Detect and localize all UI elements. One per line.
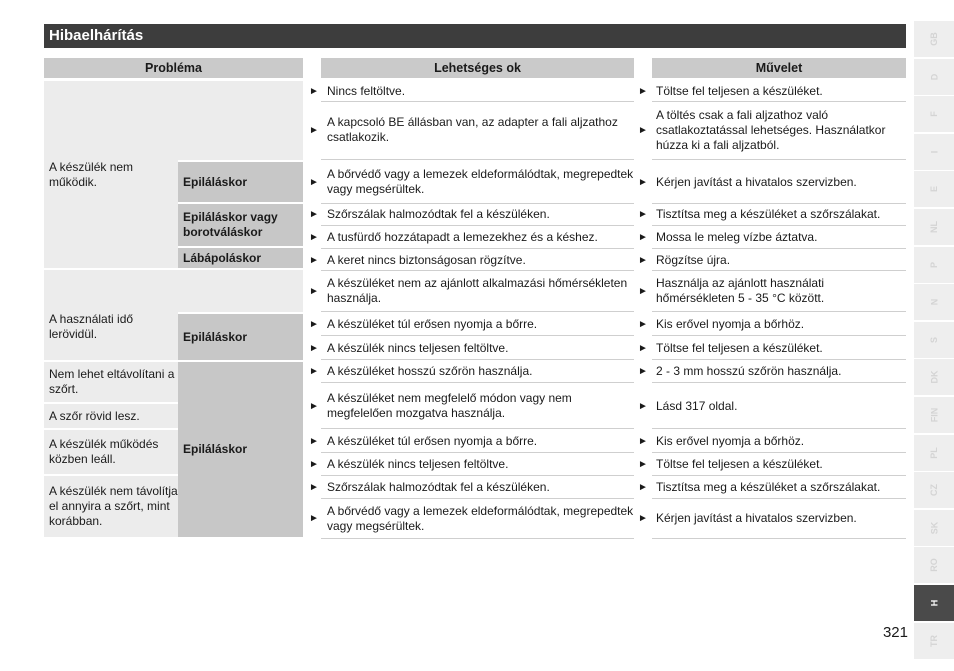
problem-cannot-remove-hair: Nem lehet eltávolítani a szőrt.	[44, 362, 178, 402]
language-tab-label: SK	[928, 521, 939, 535]
cause-text: A tusfürdő hozzátapadt a lemezekhez és a késhez.	[327, 230, 598, 244]
bullet-arrow-icon: ►	[309, 435, 319, 447]
action-text: Lásd 317 oldal.	[656, 398, 738, 413]
bullet-arrow-icon: ►	[638, 481, 648, 493]
problem-short-runtime: A használati idő lerövidül.	[44, 294, 178, 360]
language-tab-fin[interactable]	[914, 397, 954, 433]
bullet-arrow-icon: ►	[638, 458, 648, 470]
bullet-arrow-icon: ►	[638, 232, 648, 243]
problem-hair-short: A szőr rövid lesz.	[44, 404, 178, 428]
cause-text: A készüléket nem megfelelő módon vagy nem megfelelően mozgatva használja.	[327, 391, 572, 420]
cause-text: A kapcsoló BE állásban van, az adapter a fali aljzathoz csatlakozik.	[327, 115, 618, 144]
language-tab-s[interactable]	[914, 322, 954, 358]
bullet-arrow-icon: ►	[309, 124, 319, 136]
language-tab-label: FIN	[929, 407, 939, 423]
page-title: Hibaelhárítás	[44, 24, 906, 48]
cause-text: A bőrvédő vagy a lemezek eldeformálódtak, megrepedtek vagy megsérültek.	[327, 503, 634, 533]
cause-text: A készüléket nem az ajánlott alkalmazási hőmérsékleten használja.	[327, 276, 628, 305]
action-text: Tisztítsa meg a készüléket a szőrszálakat.	[656, 207, 881, 221]
language-tab-nl[interactable]	[914, 209, 954, 245]
cause-cell	[305, 453, 634, 475]
action-cell	[634, 337, 906, 359]
language-tab-pl[interactable]	[914, 435, 954, 471]
bullet-arrow-icon: ►	[309, 209, 319, 220]
problem-spacer	[178, 81, 303, 160]
language-tab-i[interactable]	[914, 134, 954, 170]
action-text: A töltés csak a fali aljzathoz való csatlakoztatással lehetséges. Használatkor húzza ki a fali aljzatból.	[656, 107, 886, 152]
language-tab-label: F	[929, 111, 939, 117]
action-text: Kis erővel nyomja a bőrhöz.	[656, 433, 805, 448]
cause-text: Szőrszálak halmozódtak fel a készüléken.	[327, 479, 550, 494]
language-tab-label: N	[929, 298, 939, 306]
row-divider	[321, 428, 634, 429]
header-action: Művelet	[652, 58, 906, 78]
cause-cell	[305, 161, 634, 203]
language-tab-ro[interactable]	[914, 547, 954, 583]
bullet-arrow-icon: ►	[309, 400, 319, 412]
bullet-arrow-icon: ►	[309, 365, 319, 377]
language-tab-label: CZ	[929, 484, 939, 497]
bullet-arrow-icon: ►	[638, 209, 648, 220]
row-divider	[652, 382, 906, 383]
page-number: 321	[882, 624, 908, 641]
cause-cell	[305, 499, 634, 538]
language-tab-tr[interactable]	[914, 623, 954, 659]
language-tab-d[interactable]	[914, 59, 954, 95]
bullet-arrow-icon: ►	[638, 513, 648, 524]
row-divider	[652, 248, 906, 249]
cause-cell	[305, 227, 634, 248]
mode-epilation-1: Epiláláskor	[178, 162, 303, 202]
language-tab-cz[interactable]	[914, 472, 954, 508]
action-cell	[634, 453, 906, 475]
action-cell	[634, 476, 906, 498]
cause-text: Szőrszálak halmozódtak fel a készüléken.	[327, 207, 550, 221]
bullet-arrow-icon: ►	[638, 318, 648, 330]
row-divider	[652, 428, 906, 429]
cause-cell	[305, 337, 634, 359]
bullet-arrow-icon: ►	[638, 342, 648, 354]
row-divider	[321, 382, 634, 383]
mode-epilation-or-shaving: Epiláláskor vagy borotváláskor	[178, 204, 303, 246]
language-tab-label: S	[928, 336, 939, 343]
action-cell	[634, 360, 906, 382]
row-divider	[652, 538, 906, 539]
language-tab-label: D	[929, 73, 939, 80]
bullet-arrow-icon: ►	[638, 400, 648, 412]
action-text: Használja az ajánlott használati hőmérsékleten 5 - 35 °C között.	[656, 276, 825, 305]
action-cell	[634, 250, 906, 270]
language-tab-label: P	[928, 261, 939, 268]
action-text: Töltse fel teljesen a készüléket.	[656, 456, 823, 471]
cause-cell	[305, 313, 634, 335]
bullet-arrow-icon: ►	[638, 435, 648, 447]
language-tab-n[interactable]	[914, 284, 954, 320]
action-text: Rögzítse újra.	[656, 252, 731, 267]
row-divider	[321, 225, 634, 226]
bullet-arrow-icon: ►	[638, 176, 648, 188]
action-text: Mossa le meleg vízbe áztatva.	[656, 230, 818, 244]
action-cell	[634, 384, 906, 428]
language-tab-label: TR	[929, 634, 939, 647]
language-tab-p[interactable]	[914, 247, 954, 283]
cause-cell	[305, 204, 634, 225]
action-text: Kis erővel nyomja a bőrhöz.	[656, 316, 805, 331]
cause-cell	[305, 101, 634, 159]
header-problem: Probléma	[44, 58, 303, 78]
bullet-arrow-icon: ►	[309, 85, 319, 97]
row-divider	[652, 335, 906, 336]
cause-cell	[305, 430, 634, 452]
action-cell	[634, 227, 906, 248]
cause-cell	[305, 476, 634, 498]
language-tab-dk[interactable]	[914, 359, 954, 395]
row-divider	[321, 159, 634, 160]
action-cell	[634, 313, 906, 335]
bullet-arrow-icon: ►	[309, 513, 319, 524]
action-cell	[634, 101, 906, 159]
mode-foot-care: Lábápoláskor	[178, 248, 303, 268]
language-tab-label: DK	[929, 370, 939, 384]
cause-cell	[305, 360, 634, 382]
bullet-arrow-icon: ►	[309, 254, 319, 266]
row-divider	[321, 335, 634, 336]
bullet-arrow-icon: ►	[638, 365, 648, 377]
mode-epilation-3: Epiláláskor	[178, 362, 303, 537]
language-tab-label: RO	[929, 558, 939, 573]
language-tab-f[interactable]	[914, 96, 954, 132]
cause-text: A készülék nincs teljesen feltöltve.	[327, 456, 509, 471]
bullet-arrow-icon: ►	[309, 285, 319, 297]
action-cell	[634, 204, 906, 225]
action-text: 2 - 3 mm hosszú szőrön használja.	[656, 363, 842, 378]
bullet-arrow-icon: ►	[309, 342, 319, 354]
action-cell	[634, 271, 906, 311]
action-text: Tisztítsa meg a készüléket a szőrszálakat.	[656, 479, 881, 494]
cause-text: A készüléket túl erősen nyomja a bőrre.	[327, 316, 538, 331]
problem-removes-less-hair: A készülék nem távolítja el annyira a szőrt, mint korábban.	[44, 476, 178, 537]
action-text: Kérjen javítást a hivatalos szervizben.	[656, 511, 857, 525]
action-cell	[634, 499, 906, 538]
cause-text: A készüléket túl erősen nyomja a bőrre.	[327, 433, 538, 448]
action-cell	[634, 81, 906, 101]
row-divider	[652, 311, 906, 312]
language-tab-sk[interactable]	[914, 510, 954, 546]
bullet-arrow-icon: ►	[638, 85, 648, 97]
bullet-arrow-icon: ►	[309, 232, 319, 243]
bullet-arrow-icon: ►	[638, 285, 648, 297]
row-divider	[652, 159, 906, 160]
cause-text: A keret nincs biztonságosan rögzítve.	[327, 252, 526, 267]
language-tab-gb[interactable]	[914, 21, 954, 57]
bullet-arrow-icon: ►	[638, 124, 648, 136]
problem-not-working: A készülék nem működik.	[44, 81, 178, 268]
action-text: Töltse fel teljesen a készüléket.	[656, 340, 823, 355]
language-tab-label: E	[928, 186, 939, 193]
cause-text: Nincs feltöltve.	[327, 83, 406, 98]
row-divider	[321, 538, 634, 539]
language-tab-e[interactable]	[914, 171, 954, 207]
row-divider	[321, 248, 634, 249]
action-text: Kérjen javítást a hivatalos szervizben.	[656, 174, 857, 189]
language-tab-label: NL	[929, 221, 939, 233]
language-tab-label: GB	[929, 32, 939, 46]
cause-cell	[305, 81, 634, 101]
cause-text: A bőrvédő vagy a lemezek eldeformálódtak, megrepedtek vagy megsérültek.	[327, 167, 634, 196]
bullet-arrow-icon: ►	[309, 458, 319, 470]
cause-text: A készüléket hosszú szőrön használja.	[327, 363, 533, 378]
problem-stops-during-use: A készülék működés közben leáll.	[44, 430, 178, 474]
cause-cell	[305, 271, 634, 311]
header-causes: Lehetséges ok	[321, 58, 634, 78]
bullet-arrow-icon: ►	[638, 254, 648, 266]
action-text: Töltse fel teljesen a készüléket.	[656, 83, 823, 98]
cause-text: A készülék nincs teljesen feltöltve.	[327, 340, 509, 355]
language-tab-label: I	[928, 150, 939, 154]
row-divider	[652, 225, 906, 226]
action-cell	[634, 430, 906, 452]
bullet-arrow-icon: ►	[309, 481, 319, 493]
row-divider	[321, 311, 634, 312]
bullet-arrow-icon: ►	[309, 318, 319, 330]
language-tab-h[interactable]	[914, 585, 954, 621]
bullet-arrow-icon: ►	[309, 176, 319, 188]
cause-cell	[305, 250, 634, 270]
language-tab-label: H	[929, 599, 939, 607]
mode-epilation-2: Epiláláskor	[178, 314, 303, 360]
action-cell	[634, 161, 906, 203]
language-tab-label: PL	[928, 446, 939, 459]
cause-cell	[305, 384, 634, 428]
